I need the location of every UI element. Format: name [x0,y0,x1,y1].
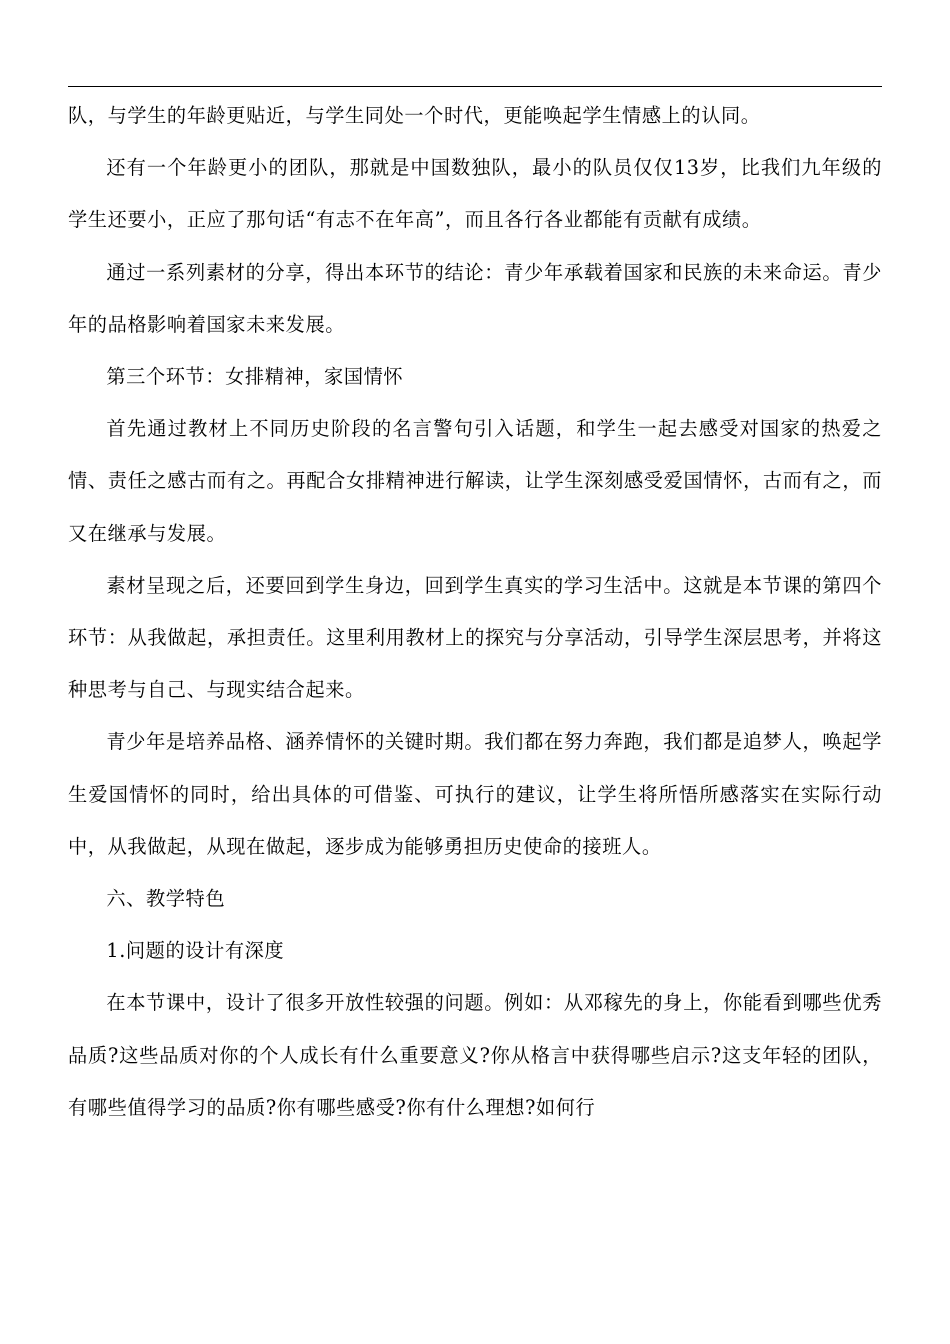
paragraph-quotes: 首先通过教材上不同历史阶段的名言警句引入话题，和学生一起去感受对国家的热爱之情、责任之感古而有之。再配合女排精神进行解读，让学生深刻感受爱国情怀，古而有之，而又在继承与发展。 [68,417,882,545]
header-rule [68,86,882,87]
paragraph-questions: 在本节课中，设计了很多开放性较强的问题。例如：从邓稼先的身上，你能看到哪些优秀品质?这些品质对你的个人成长有什么重要意义?你从格言中获得哪些启示?这支年轻的团队，有哪些值得学习的品质?你有哪些感受?你有什么理想?如何行 [68,991,882,1119]
paragraph-sudoku-team: 还有一个年龄更小的团队，那就是中国数独队，最小的队员仅仅13岁，比我们九年级的学生还要小，正应了那句话“有志不在年高”，而且各行各业都能有贡献有成绩。 [68,156,882,232]
section-heading-third: 第三个环节：女排精神，家国情怀 [106,365,404,389]
paragraph-conclusion: 通过一系列素材的分享，得出本环节的结论：青少年承载着国家和民族的未来命运。青少年的品格影响着国家未来发展。 [68,260,882,336]
paragraph-youth: 青少年是培养品格、涵养情怀的关键时期。我们都在努力奔跑，我们都是追梦人，唤起学生爱国情怀的同时，给出具体的可借鉴、可执行的建议，让学生将所悟所感落实在实际行动中，从我做起，从现在做起，逐步成为能够勇担历史使命的接班人。 [68,730,882,858]
section-heading-six: 六、教学特色 [106,887,226,911]
paragraph-continuation: 队，与学生的年龄更贴近，与学生同处一个时代，更能唤起学生情感上的认同。 [68,104,761,127]
paragraph-fourth-section: 素材呈现之后，还要回到学生身边，回到学生真实的学习生活中。这就是本节课的第四个环节：从我做起，承担责任。这里利用教材上的探究与分享活动，引导学生深层思考，并将这种思考与自己、与现实结合起来。 [68,573,882,702]
document-body [68,90,882,1134]
subheading-question-design: 1.问题的设计有深度 [106,939,285,963]
